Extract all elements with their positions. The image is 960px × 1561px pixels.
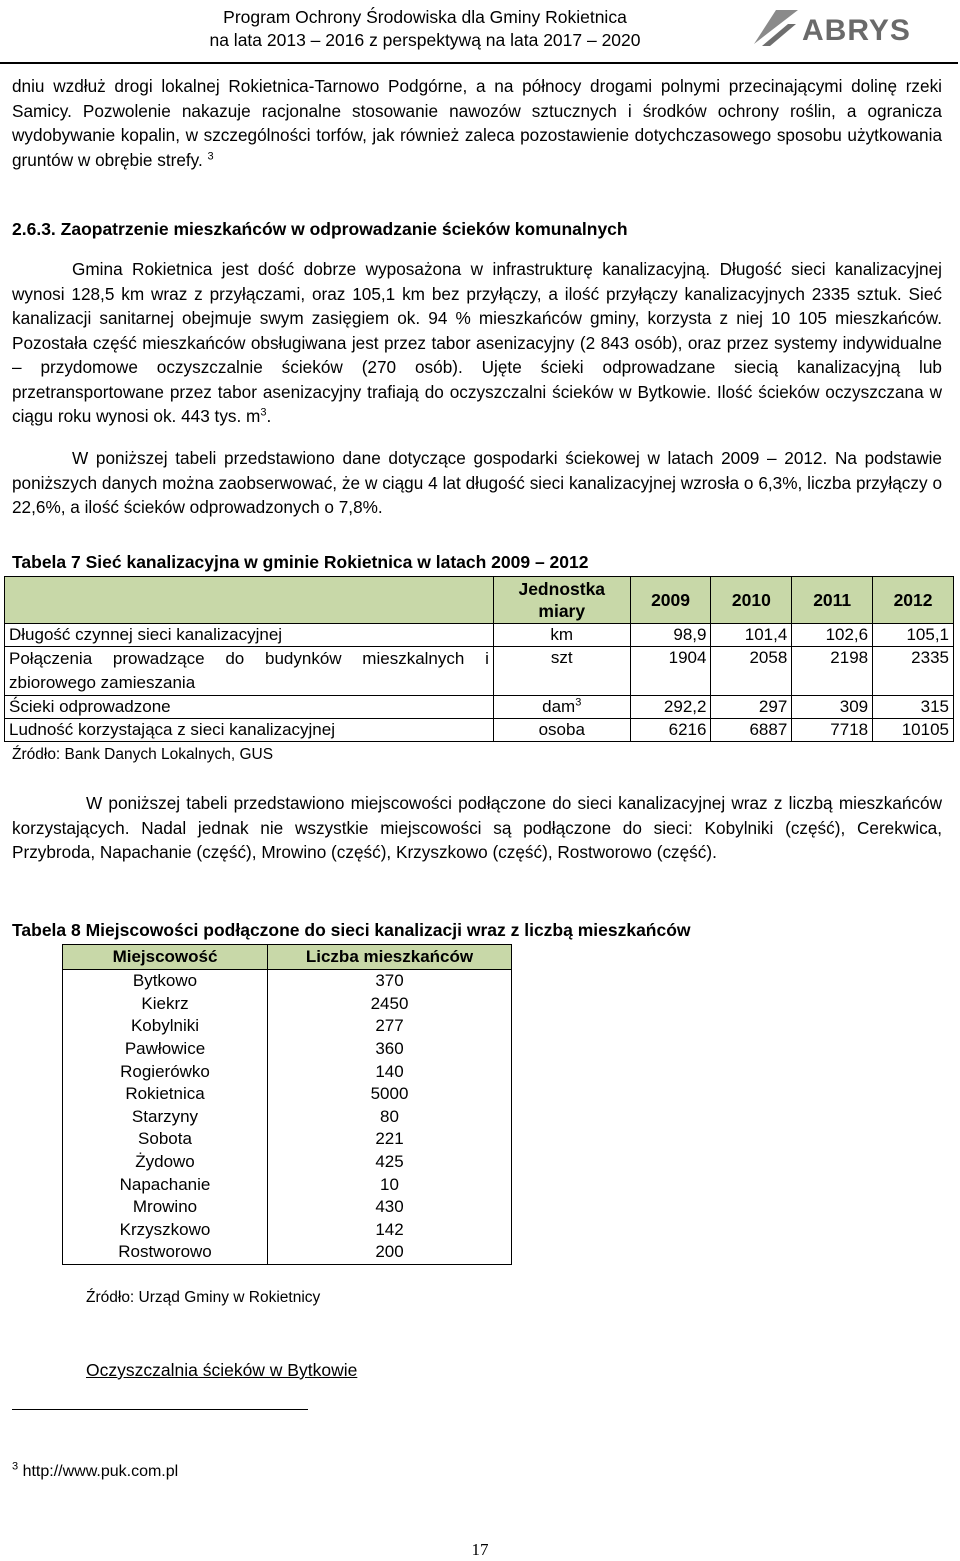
footnote-number: 3 xyxy=(12,1460,19,1473)
table-row xyxy=(63,1219,512,1242)
section-title: 2.6.3. Zaopatrzenie mieszkańców w odprowadzanie ścieków komunalnych xyxy=(12,219,628,239)
p1-text: Gmina Rokietnica jest dość dobrze wyposażona w infrastrukturę kanalizacyjną. Długość sieci kanalizacyjnej wynosi 128,5 km wraz z przyłączami, oraz 105,1 km bez przyłączy, a ilość przyłączy kanalizacyjnych 2335 sztuk. Sieć kanalizacji sanitarnej obejmuje swym zasięgiem ok. 94 % mieszkańców gminy, korzysta z niej 10 105 mieszkańców. Pozostała część mieszkańców obsługiwana jest przez tabor asenizacyjny (2 843 osób), oraz przez systemy indywidualne – przydomowe oczyszczalnie ścieków (270 osób). Ujęte ścieki odprowadzane siecią kanalizacyjną lub przetransportowane przez tabor asenizacyjny trafiają do oczyszczalni ścieków w Bytkowie. Ilość ścieków oczyszczana w ciągu roku wynosi ok. 443 tys. m xyxy=(12,259,942,426)
table8-header-row xyxy=(63,945,512,970)
table-row xyxy=(63,1083,512,1106)
row-value: 101,4 xyxy=(711,624,792,647)
unit-sup: 3 xyxy=(575,696,582,709)
row-label: Ścieki odprowadzone xyxy=(5,696,494,719)
residents-count: 140 xyxy=(268,1060,512,1083)
row-value: 309 xyxy=(792,696,873,719)
intro-text: dniu wzdłuż drogi lokalnej Rokietnica-Tarnowo Podgórne, a na północy drogami polnymi przecinającymi dolinę rzeki Samicy. Pozwolenie nakazuje racjonalne stosowanie nawozów sztucznych i środków ochrony roślin, a ogranicza wydobywanie kopalin, w szczególności torfów, jak również zaleca pozostawienie dotychczasowego sposobu użytkowania gruntów w obrębie strefy. xyxy=(12,76,942,170)
table7-header-cell: 2012 xyxy=(873,577,954,624)
p1-end: . xyxy=(266,406,272,426)
section-paragraph-1 xyxy=(12,257,942,429)
town-name: Rokietnica xyxy=(63,1083,268,1106)
residents-count: 5000 xyxy=(268,1083,512,1106)
table8 xyxy=(62,944,512,1265)
row-value: 98,9 xyxy=(630,624,711,647)
table-row xyxy=(63,1151,512,1174)
row-label: Połączenia prowadzące do budynków mieszkalnych i zbiorowego zamieszania xyxy=(5,647,494,696)
town-name: Sobota xyxy=(63,1128,268,1151)
town-name: Napachanie xyxy=(63,1173,268,1196)
residents-count: 142 xyxy=(268,1219,512,1242)
table7-header-row xyxy=(5,577,954,624)
footnote-divider xyxy=(12,1409,308,1410)
row-unit: osoba xyxy=(493,719,630,742)
table-row xyxy=(5,624,954,647)
footnote-ref: 3 xyxy=(207,149,214,162)
abrys-logo-icon xyxy=(748,6,804,50)
row-value: 6887 xyxy=(711,719,792,742)
subheading: Oczyszczalnia ścieków w Bytkowie xyxy=(86,1360,358,1380)
table-row xyxy=(63,1038,512,1061)
town-name: Rogierówko xyxy=(63,1060,268,1083)
table-row xyxy=(63,1060,512,1083)
residents-count: 221 xyxy=(268,1128,512,1151)
table-row xyxy=(5,647,954,696)
table-row xyxy=(63,1241,512,1264)
residents-count: 10 xyxy=(268,1173,512,1196)
row-unit: szt xyxy=(493,647,630,696)
intro-paragraph xyxy=(12,74,942,172)
residents-count: 2450 xyxy=(268,993,512,1016)
row-label: Ludność korzystająca z sieci kanalizacyjnej xyxy=(5,719,494,742)
row-value: 7718 xyxy=(792,719,873,742)
table7-header-cell: 2009 xyxy=(630,577,711,624)
town-name: Żydowo xyxy=(63,1151,268,1174)
row-value: 2335 xyxy=(873,647,954,696)
row-value: 297 xyxy=(711,696,792,719)
row-value: 1904 xyxy=(630,647,711,696)
footnote-link[interactable]: http://www.puk.com.pl xyxy=(22,1463,179,1480)
table-row xyxy=(63,970,512,993)
table-row xyxy=(5,719,954,742)
residents-count: 360 xyxy=(268,1038,512,1061)
town-name: Kiekrz xyxy=(63,993,268,1016)
paragraph-3: W poniższej tabeli przedstawiono miejscowości podłączone do sieci kanalizacyjnej wraz z liczbą mieszkańców korzystających. Nadal jednak nie wszystkie miejscowości są podłączone do sieci: Kobylniki (część), Cerekwica, Przybroda, Napachanie (część), Mrowino (część), Krzyszkowo (część), Rostworowo (część). xyxy=(12,793,942,862)
table7-header-cell: 2010 xyxy=(711,577,792,624)
header-line-2: na lata 2013 – 2016 z perspektywą na lata 2017 – 2020 xyxy=(209,30,641,50)
header-line-1: Program Ochrony Środowiska dla Gminy Rokietnica xyxy=(223,7,627,27)
header-rule xyxy=(0,62,958,64)
residents-count: 425 xyxy=(268,1151,512,1174)
unit-text: dam xyxy=(542,697,576,716)
table-row xyxy=(63,1106,512,1129)
section-paragraph-2: W poniższej tabeli przedstawiono dane dotyczące gospodarki ściekowej w latach 2009 – 2012. Na podstawie poniższych danych można zaobserwować, że w ciągu 4 lat długość sieci kanalizacyjnej wzrosła o 6,3%, liczba przyłączy o 22,6%, a ilość ścieków odprowadzonych o 7,8%. xyxy=(12,448,942,517)
table8-header-cell: Miejscowość xyxy=(63,945,268,970)
table8-header-cell: Liczba mieszkańców xyxy=(268,945,512,970)
row-unit: km xyxy=(493,624,630,647)
table7 xyxy=(4,576,954,742)
table-row xyxy=(63,993,512,1016)
logo-text: ABRYS xyxy=(802,14,911,47)
town-name: Mrowino xyxy=(63,1196,268,1219)
residents-count: 200 xyxy=(268,1241,512,1264)
table7-header-cell: 2011 xyxy=(792,577,873,624)
town-name: Bytkowo xyxy=(63,970,268,993)
table7-header-cell: Jednostka miary xyxy=(493,577,630,624)
residents-count: 277 xyxy=(268,1015,512,1038)
row-unit xyxy=(493,696,630,719)
table8-title: Tabela 8 Miejscowości podłączone do sieci kanalizacji wraz z liczbą mieszkańców xyxy=(12,920,691,940)
table7-source: Źródło: Bank Danych Lokalnych, GUS xyxy=(12,746,274,763)
row-value: 102,6 xyxy=(792,624,873,647)
row-value: 315 xyxy=(873,696,954,719)
table-row xyxy=(5,696,954,719)
table-row xyxy=(63,1173,512,1196)
row-value: 10105 xyxy=(873,719,954,742)
residents-count: 430 xyxy=(268,1196,512,1219)
row-value: 2198 xyxy=(792,647,873,696)
abrys-logo xyxy=(748,4,948,54)
row-value: 6216 xyxy=(630,719,711,742)
town-name: Kobylniki xyxy=(63,1015,268,1038)
page-number: 17 xyxy=(471,1540,489,1559)
town-name: Pawłowice xyxy=(63,1038,268,1061)
p1-sup: 3 xyxy=(260,406,267,419)
row-value: 105,1 xyxy=(873,624,954,647)
footnote xyxy=(12,1460,179,1481)
town-name: Krzyszkowo xyxy=(63,1219,268,1242)
table7-title: Tabela 7 Sieć kanalizacyjna w gminie Rokietnica w latach 2009 – 2012 xyxy=(12,552,589,572)
row-label: Długość czynnej sieci kanalizacyjnej xyxy=(5,624,494,647)
table7-header-cell xyxy=(5,577,494,624)
row-value: 2058 xyxy=(711,647,792,696)
town-name: Starzyny xyxy=(63,1106,268,1129)
residents-count: 80 xyxy=(268,1106,512,1129)
town-name: Rostworowo xyxy=(63,1241,268,1264)
table-row xyxy=(63,1128,512,1151)
row-value: 292,2 xyxy=(630,696,711,719)
table-row xyxy=(63,1196,512,1219)
residents-count: 370 xyxy=(268,970,512,993)
table8-source: Źródło: Urząd Gminy w Rokietnicy xyxy=(86,1289,321,1306)
table-row xyxy=(63,1015,512,1038)
